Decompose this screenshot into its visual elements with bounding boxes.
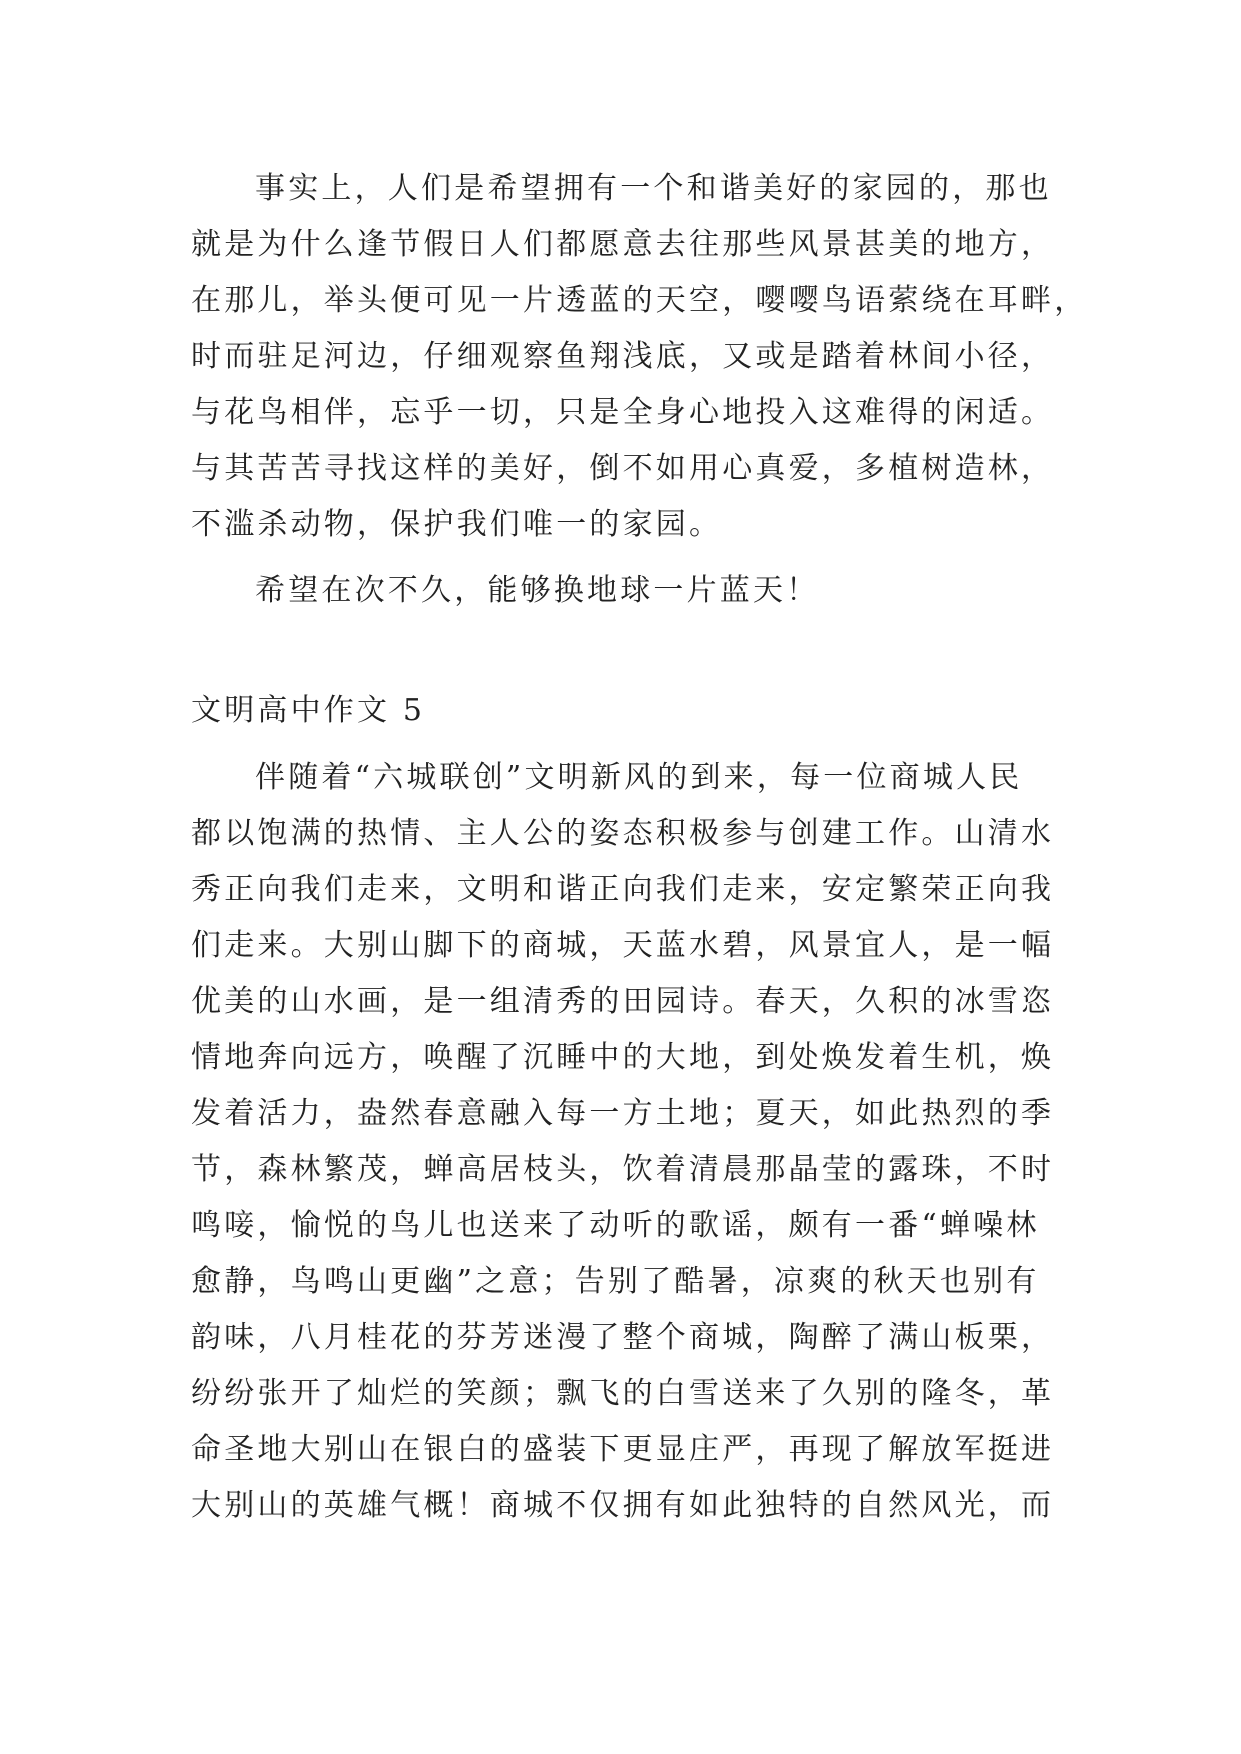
paragraph-line: 希望在次不久，能够换地球一片蓝天！ xyxy=(255,573,820,608)
paragraph-line: 纷纷张开了灿烂的笑颜；飘飞的白雪送来了久别的隆冬，革 xyxy=(191,1376,1055,1411)
paragraph-line: 发着活力，盎然春意融入每一方土地；夏天，如此热烈的季 xyxy=(191,1096,1055,1131)
paragraph-line: 伴随着“六城联创”文明新风的到来，每一位商城人民 xyxy=(255,760,1023,795)
paragraph-line: 鸣唼，愉悦的鸟儿也送来了动听的歌谣，颇有一番“蝉噪林 xyxy=(191,1208,1040,1243)
paragraph-line: 秀正向我们走来，文明和谐正向我们走来，安定繁荣正向我 xyxy=(191,872,1055,907)
paragraph-line: 就是为什么逢节假日人们都愿意去往那些风景甚美的地方， xyxy=(191,227,1055,262)
paragraph-line: 不滥杀动物，保护我们唯一的家园。 xyxy=(191,507,723,542)
paragraph-line: 命圣地大别山在银白的盛装下更显庄严，再现了解放军挺进 xyxy=(191,1432,1055,1467)
paragraph-2 xyxy=(191,563,1061,619)
paragraph-line: 节，森林繁茂，蝉高居枝头，饮着清晨那晶莹的露珠，不时 xyxy=(191,1152,1055,1187)
paragraph-line: 在那儿，举头便可见一片透蓝的天空，嘤嘤鸟语萦绕在耳畔， xyxy=(191,283,1088,318)
paragraph-line: 事实上，人们是希望拥有一个和谐美好的家园的，那也 xyxy=(255,171,1052,206)
paragraph-line: 与花鸟相伴，忘乎一切，只是全身心地投入这难得的闲适。 xyxy=(191,395,1055,430)
paragraph-line: 愈静，鸟鸣山更幽”之意；告别了酷暑，凉爽的秋天也别有 xyxy=(191,1264,1040,1299)
paragraph-line: 都以饱满的热情、主人公的姿态积极参与创建工作。山清水 xyxy=(191,816,1055,851)
paragraph-3 xyxy=(191,750,1061,1534)
paragraph-line: 韵味，八月桂花的芬芳迷漫了整个商城，陶醉了满山板栗， xyxy=(191,1320,1055,1355)
paragraph-line: 优美的山水画，是一组清秀的田园诗。春天，久积的冰雪恣 xyxy=(191,984,1055,1019)
paragraph-line: 大别山的英雄气概！商城不仅拥有如此独特的自然风光，而 xyxy=(191,1488,1055,1523)
paragraph-line: 时而驻足河边，仔细观察鱼翔浅底，又或是踏着林间小径， xyxy=(191,339,1055,374)
section-heading xyxy=(191,683,1061,739)
paragraph-line: 情地奔向远方，唤醒了沉睡中的大地，到处焕发着生机，焕 xyxy=(191,1040,1055,1075)
paragraph-line: 与其苦苦寻找这样的美好，倒不如用心真爱，多植树造林， xyxy=(191,451,1055,486)
paragraph-line: 们走来。大别山脚下的商城，天蓝水碧，风景宜人，是一幅 xyxy=(191,928,1055,963)
section-heading-text: 文明高中作文 5 xyxy=(191,693,426,728)
paragraph-1 xyxy=(191,161,1088,553)
